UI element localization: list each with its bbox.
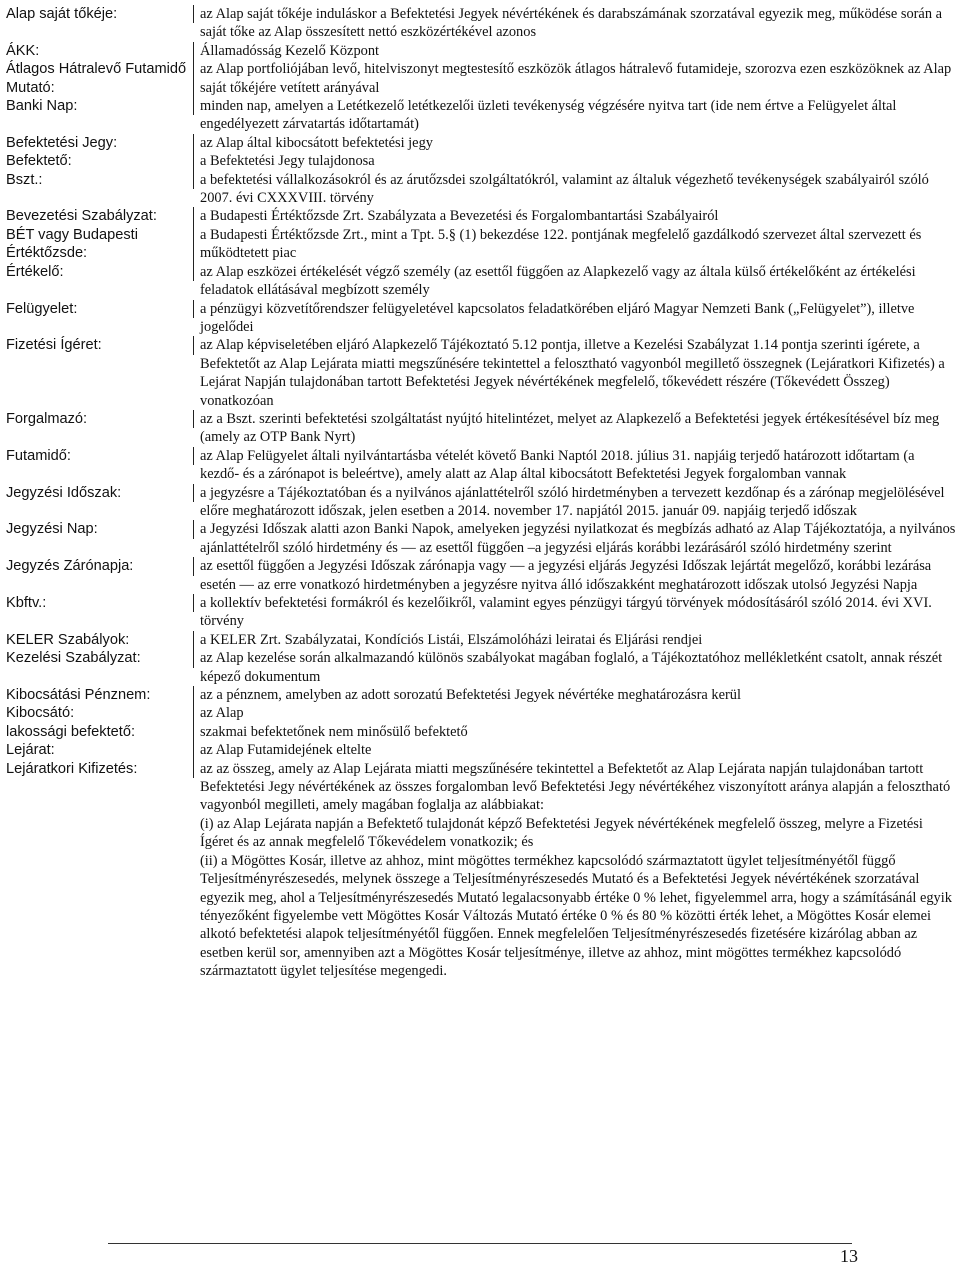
definition-text [200, 42, 956, 60]
definition-entry [6, 410, 956, 447]
definition-entry [6, 594, 956, 631]
definition-term: Átlagos Hátralevő Futamidő Mutató: [6, 60, 194, 97]
definition-text [200, 226, 956, 263]
definition-text [200, 171, 956, 208]
definition-text [200, 263, 956, 300]
definition-paragraph: a KELER Zrt. Szabályzatai, Kondíciós Listái, Elszámolóházi leiratai és Eljárási rendjei [200, 631, 703, 648]
definition-paragraph: az Alap portfoliójában levő, hitelviszonyt megtestesítő eszközök átlagos hátralevő futamideje, szorozva ezen eszközöknek az Alap saját tőkéjére vetített arányával [200, 61, 952, 96]
definition-entry [6, 5, 956, 42]
definition-entry [6, 263, 956, 300]
page-number: 13 [840, 1246, 858, 1266]
definition-text [200, 649, 956, 686]
definition-term: Futamidő: [6, 447, 194, 465]
definition-text [200, 336, 956, 410]
definition-paragraph: az Alap eszközei értékelését végző személy (az esettől függően az Alapkezelő vagy az általa külső értékelőként az értékelési feladatok ellátásával megbízott személy [200, 263, 916, 299]
definition-term: Felügyelet: [6, 300, 194, 318]
definition-paragraph: az Alap képviseletében eljáró Alapkezelő Tájékoztató 5.12 pontja, illetve a Kezelési Szabályzat 1.14 pontja szerinti ígérete, a Befektetőt az Alap Lejárata miatti megszűnésére tekintettel a felosztható vagyonból megillető összegnek (Lejáratkori Kifizetés) a Lejárat Napján tulajdonában tartott Befektetési Jegyek névértékének megfelelő, tőkevédett részére (Tőkevédett Összeg) vonatkozóan [200, 337, 945, 409]
definition-paragraph: az Alap Futamidejének eltelte [200, 742, 372, 759]
definition-term: Bevezetési Szabályzat: [6, 207, 194, 225]
definition-entry [6, 42, 956, 60]
definition-paragraph: a befektetési vállalkozásokról és az árutőzsdei szolgáltatókról, valamint az általuk végezhető tevékenységek szabályairól szóló 2007. évi CXXXVIII. törvény [200, 171, 929, 207]
definition-paragraph: a Jegyzési Időszak alatti azon Banki Napok, amelyeken jegyzési nyilatkozat és megbízás adható az Alap Tájékoztatója, a nyilvános ajánlattételről szóló hirdetmény és — az esettől függően –a jegyzési eljárás korábbi lezárásáról szóló hirdetmény szerint [200, 521, 956, 556]
definition-term: Jegyzés Zárónapja: [6, 557, 194, 575]
definition-text [200, 5, 956, 42]
definition-paragraph: az Alap saját tőkéje induláskor a Befektetési Jegyek névértékének és darabszámának szorzatával egyezik meg, működése során a saját tőke az Alap összesített nettó eszközértékével azonos [200, 6, 943, 41]
definition-paragraph: az Alap által kibocsátott befektetési jegy [200, 134, 433, 151]
definition-paragraph: a jegyzésre a Tájékoztatóban és a nyilvános ajánlattételről szóló hirdetményben a tervezett kezdőnap és a zárónap megjelölésével előre meghatározott időszak, jelen esetben a 2014. november 17. napjától 2015. január 09. napjáig terjedő időszak [200, 484, 945, 519]
definition-paragraph: a pénzügyi közvetítőrendszer felügyeletével kapcsolatos feladatkörében eljáró Magyar Nemzeti Bank („Felügyelet”), illetve jogelődei [200, 300, 915, 335]
definition-entry [6, 741, 956, 759]
definition-term: Befektetési Jegy: [6, 134, 194, 152]
definition-entry [6, 686, 956, 704]
definition-paragraph: az az összeg, amely az Alap Lejárata miatti megszűnésére tekintettel a Befektetőt az Alap Lejárata napján tulajdonában tartott Befektetési Jegy névértékének az összes forgalomban levő Befektetési Jegy névértékéhez viszonyított aránya alapján a felosztható vagyonból megilleti, amely magában foglalja az alábbiakat: [200, 760, 951, 814]
definition-paragraph: minden nap, amelyen a Letétkezelő letétkezelői üzleti tevékenység végzésére nyitva tart (ide nem értve a Felügyelet által engedélyezett zárvatartás időtartamát) [200, 98, 897, 133]
definition-term: Kbftv.: [6, 594, 194, 612]
definition-entry [6, 649, 956, 686]
definition-entry [6, 557, 956, 594]
definition-entry [6, 207, 956, 225]
definition-text [200, 300, 956, 337]
definition-paragraph: az Alap Felügyelet általi nyilvántartásba vételét követő Banki Naptól 2018. július 31. napjáig terjedő határozott időtartam (a kezdő- és a zárónapot is beleértve), amely alatt az Alap által kibocsátott Befektetési Jegyek forgalomban vannak [200, 447, 915, 483]
definition-term: Bszt.: [6, 171, 194, 189]
definition-entry [6, 760, 956, 981]
definition-term: Forgalmazó: [6, 410, 194, 428]
definition-term: Kibocsátási Pénznem: [6, 686, 194, 704]
definition-entry [6, 336, 956, 410]
definition-term: Lejárat: [6, 741, 194, 759]
definition-term: Jegyzési Időszak: [6, 484, 194, 502]
definition-text [200, 723, 956, 741]
definition-entry [6, 704, 956, 722]
definition-entry [6, 520, 956, 557]
definition-text [200, 741, 956, 759]
definition-text [200, 594, 956, 631]
definition-term: KELER Szabályok: [6, 631, 194, 649]
definition-paragraph: (i) az Alap Lejárata napján a Befektető tulajdonát képző Befektetési Jegyek névértékének megfelelő összeg, melyre a Fizetési Ígéret és az annak megfelelő Tőkevédelem vonatkozik; és [200, 815, 923, 851]
definition-term: Értékelő: [6, 263, 194, 281]
definition-term: Jegyzési Nap: [6, 520, 194, 538]
definition-term: BÉT vagy Budapesti Értéktőzsde: [6, 226, 194, 263]
definition-entry [6, 226, 956, 263]
definition-paragraph: az a pénznem, amelyben az adott sorozatú Befektetési Jegyek névértéke meghatározásra kerül [200, 687, 741, 704]
definition-entry [6, 447, 956, 484]
definition-text [200, 760, 956, 981]
definition-entry [6, 60, 956, 97]
definition-text [200, 686, 956, 704]
definition-paragraph: szakmai befektetőnek nem minősülő befektető [200, 723, 468, 740]
definition-entry [6, 723, 956, 741]
definition-paragraph: az Alap [200, 705, 244, 722]
definition-text [200, 97, 956, 134]
definition-text [200, 207, 956, 225]
definition-entry [6, 97, 956, 134]
definition-text [200, 484, 956, 521]
definition-paragraph: a Budapesti Értéktőzsde Zrt., mint a Tpt. 5.§ (1) bekezdése 122. pontjának megfelelő gazdálkodó szervezet által szervezett és működtetett piac [200, 226, 922, 262]
definition-text [200, 520, 956, 557]
definition-paragraph: a Budapesti Értéktőzsde Zrt. Szabályzata a Bevezetési és Forgalombantartási Szabályairól [200, 208, 719, 225]
definition-paragraph: a Befektetési Jegy tulajdonosa [200, 153, 375, 170]
definition-term: Befektető: [6, 152, 194, 170]
definition-paragraph: az a Bszt. szerinti befektetési szolgáltatást nyújtó hitelintézet, melyet az Alapkezelő a Befektetési jegyek értékesítésével bíz meg (amely az OTP Bank Nyrt) [200, 410, 940, 446]
definition-paragraph: a kollektív befektetési formákról és kezelőikről, valamint egyes pénzügyi tárgyú törvények módosításáról szóló 2014. évi XVI. törvény [200, 595, 932, 630]
definition-term: Lejáratkori Kifizetés: [6, 760, 194, 778]
definition-text [200, 152, 956, 170]
definition-paragraph: az esettől függően a Jegyzési Időszak zárónapja vagy — a jegyzési eljárás Jegyzési Időszak lejártát megelőző, korábbi lezárása esetén — az erre vonatkozó hirdetményben a jegyzésre nyitva álló időszakként meghatározott időszak utolsó Jegyzési Napja [200, 558, 932, 593]
definition-term: Banki Nap: [6, 97, 194, 115]
definitions-list [6, 5, 956, 981]
definition-term: Fizetési Ígéret: [6, 336, 194, 354]
definition-paragraph: Államadósság Kezelő Központ [200, 42, 380, 59]
definition-term: Kezelési Szabályzat: [6, 649, 194, 667]
definition-entry [6, 484, 956, 521]
definition-term: Alap saját tőkéje: [6, 5, 194, 23]
definition-entry [6, 171, 956, 208]
definition-entry [6, 134, 956, 152]
definition-text [200, 60, 956, 97]
definition-paragraph: az Alap kezelése során alkalmazandó különös szabályokat magában foglaló, a Tájékoztatóhoz mellékletként csatolt, annak részét képező dokumentum [200, 650, 943, 685]
definition-text [200, 557, 956, 594]
definition-text [200, 447, 956, 484]
footer-rule [108, 1243, 852, 1244]
definition-term: lakossági befektető: [6, 723, 194, 741]
definition-entry [6, 152, 956, 170]
definition-entry [6, 631, 956, 649]
definition-text [200, 134, 956, 152]
definition-term: Kibocsátó: [6, 704, 194, 722]
definition-text [200, 704, 956, 722]
definition-paragraph: (ii) a Mögöttes Kosár, illetve az ahhoz, mint mögöttes termékhez kapcsolódó származtatott ügylet teljesítményétől függő Teljesítményrészesedés, melynek összege a Teljesítményrészesedés Mutató és a Befektetési Jegyek névértékének szorzatával egyezik meg, ahol a Teljesítményrészesedés Mutató legalacsonyabb értéke 0 % lehet, figyelemmel arra, hogy a számításánál egyik tényezőként figyelembe vett Mögöttes Kosár Változás Mutató értéke 0 % és 80 % közötti érték lehet, a Mögöttes Kosár elemei alkotó befektetési alapok teljesítményétől függően. Ennek megfelelően Teljesítményrészesedés fizetésére kizárólag abban az esetben kerül sor, amennyiben azt a Mögöttes Kosár teljesítménye, illetve az ahhoz, mint mögöttes termékhez kapcsolódó származtatott ügylet teljesítése megengedi. [200, 852, 952, 980]
definition-entry [6, 300, 956, 337]
definition-text [200, 631, 956, 649]
definition-term: ÁKK: [6, 42, 194, 60]
definition-text [200, 410, 956, 447]
